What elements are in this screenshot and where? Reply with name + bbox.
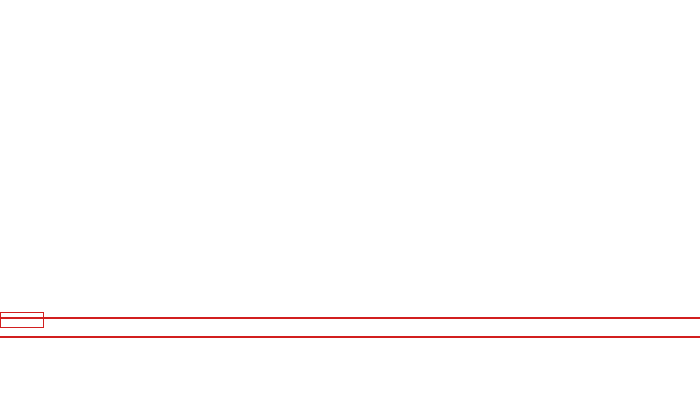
separator-red-1: [0, 317, 700, 319]
bottom-stats: [0, 338, 700, 418]
bet-count-box: [0, 312, 44, 328]
